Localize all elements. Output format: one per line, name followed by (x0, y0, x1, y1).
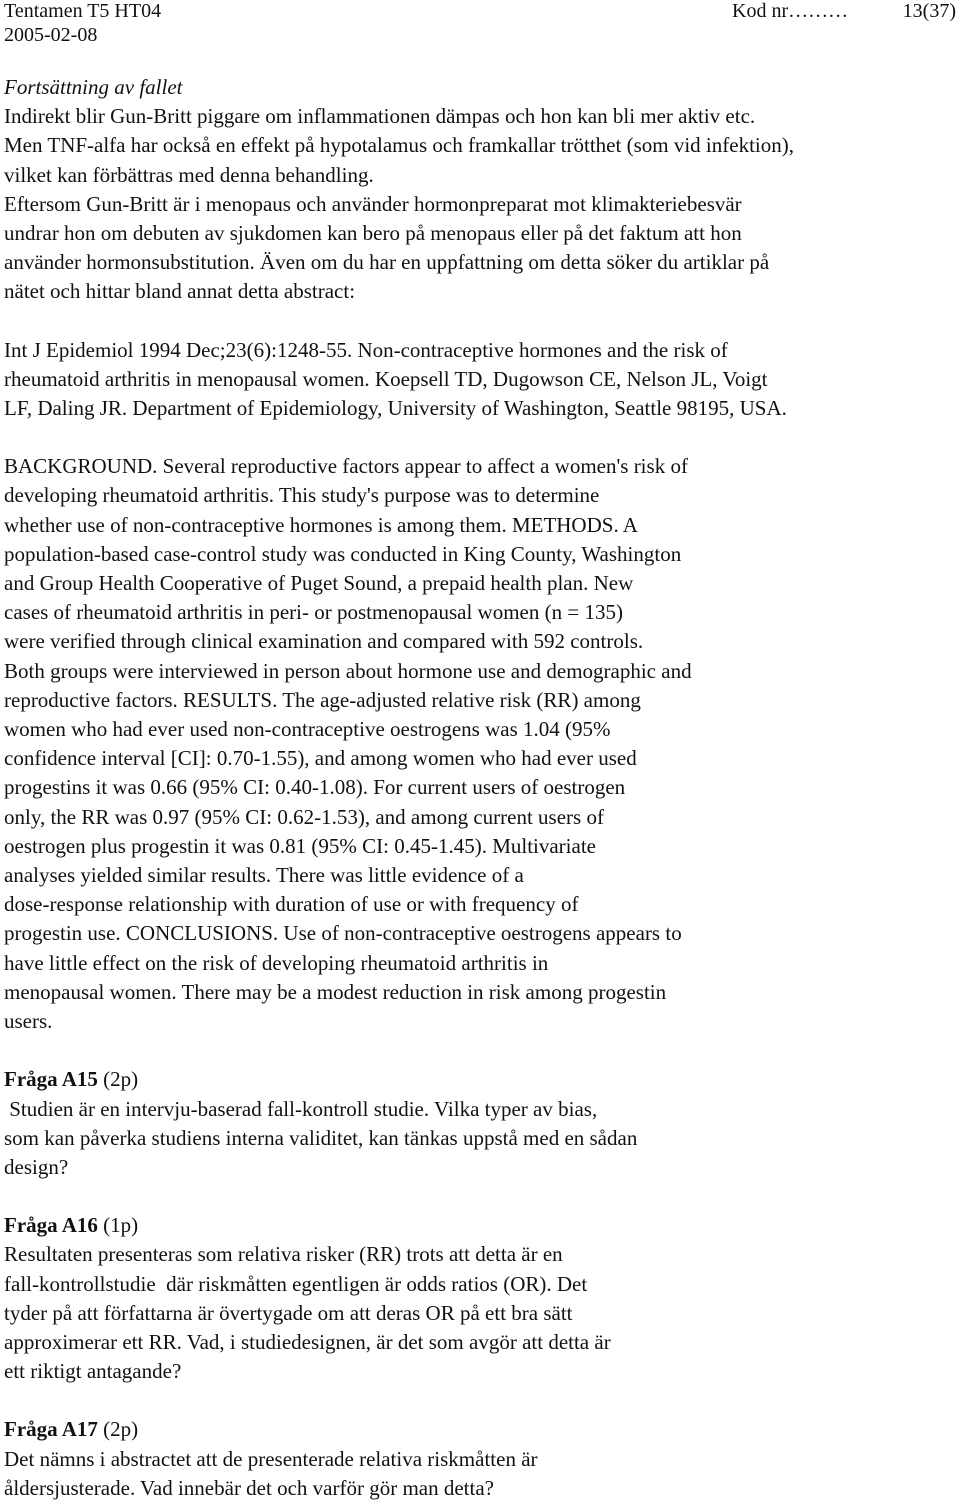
citation-line: Int J Epidemiol 1994 Dec;23(6):1248-55. Non-contraceptive hormones and the risk of (4, 337, 728, 362)
abstract-line: cases of rheumatoid arthritis in peri- or postmenopausal women (n = 135) (4, 600, 623, 625)
question-title: Fråga A17 (4, 1417, 98, 1442)
text-line: nätet och hittar bland annat detta abstract: (4, 279, 356, 304)
text-line: Men TNF-alfa har också en effekt på hypotalamus och framkallar trötthet (som vid infektion), (4, 133, 794, 158)
question-line: som kan påverka studiens interna validitet, kan tänkas uppstå med en sådan (4, 1125, 638, 1150)
citation (4, 336, 956, 424)
exam-date: 2005-02-08 (4, 24, 98, 46)
question-a17 (4, 1415, 956, 1503)
question-a16 (4, 1211, 956, 1386)
question-heading (4, 1065, 956, 1094)
abstract-line: whether use of non-contraceptive hormones is among them. METHODS. A (4, 512, 638, 537)
text-line: Indirekt blir Gun-Britt piggare om inflammationen dämpas och hon kan bli mer aktiv etc. (4, 104, 756, 129)
abstract-line: population-based case-control study was conducted in King County, Washington (4, 541, 682, 566)
abstract-line: menopausal women. There may be a modest reduction in risk among progestin (4, 979, 667, 1004)
abstract-line: progestins it was 0.66 (95% CI: 0.40-1.08). For current users of oestrogen (4, 775, 626, 800)
abstract (4, 452, 956, 1036)
question-a15 (4, 1065, 956, 1182)
question-title: Fråga A16 (4, 1213, 98, 1238)
abstract-line: women who had ever used non-contraceptive oestrogens was 1.04 (95% (4, 717, 611, 742)
text-line: vilket kan förbättras med denna behandling. (4, 162, 374, 187)
question-heading (4, 1211, 956, 1240)
question-points: (2p) (97, 1067, 139, 1092)
abstract-line: oestrogen plus progestin it was 0.81 (95% CI: 0.45-1.45). Multivariate (4, 833, 596, 858)
question-points: (2p) (97, 1417, 139, 1442)
question-line: Resultaten presenteras som relativa risker (RR) trots att detta är en (4, 1242, 563, 1267)
abstract-line: and Group Health Cooperative of Puget Sound, a prepaid health plan. New (4, 571, 634, 596)
section-heading: Fortsättning av fallet (4, 75, 183, 99)
intro-section (4, 73, 956, 307)
page-header (4, 0, 956, 52)
text-line: använder hormonsubstitution. Även om du har en uppfattning om detta söker du artiklar på (4, 250, 770, 275)
question-line: åldersjusterade. Vad innebär det och varför gör man detta? (4, 1475, 494, 1500)
question-line: ett riktigt antagande? (4, 1359, 182, 1384)
question-title: Fråga A15 (4, 1067, 98, 1092)
document-body (4, 73, 956, 1503)
abstract-line: dose-response relationship with duration of use or with frequency of (4, 892, 579, 917)
text-line: undrar hon om debuten av sjukdomen kan bero på menopaus eller på det faktum att hon (4, 221, 742, 246)
question-line: fall-kontrollstudie där riskmåtten egentligen är odds ratios (OR). Det (4, 1271, 588, 1296)
code-number: Kod nr……… (732, 0, 849, 22)
abstract-line: developing rheumatoid arthritis. This study's purpose was to determine (4, 483, 600, 508)
question-line: Det nämns i abstractet att de presenterade relativa riskmåtten är (4, 1446, 538, 1471)
question-line: approximerar ett RR. Vad, i studiedesignen, är det som avgör att detta är (4, 1329, 611, 1354)
abstract-line: Both groups were interviewed in person about hormone use and demographic and (4, 658, 692, 683)
abstract-line: were verified through clinical examination and compared with 592 controls. (4, 629, 644, 654)
abstract-line: confidence interval [CI]: 0.70-1.55), and among women who had ever used (4, 746, 637, 771)
abstract-line: progestin use. CONCLUSIONS. Use of non-contraceptive oestrogens appears to (4, 921, 682, 946)
abstract-line: have little effect on the risk of developing rheumatoid arthritis in (4, 950, 549, 975)
question-line: design? (4, 1154, 69, 1179)
page-number: 13(37) (902, 0, 956, 22)
abstract-line: BACKGROUND. Several reproductive factors appear to affect a women's risk of (4, 454, 688, 479)
citation-line: LF, Daling JR. Department of Epidemiology, University of Washington, Seattle 98195, USA. (4, 396, 787, 421)
abstract-line: reproductive factors. RESULTS. The age-adjusted relative risk (RR) among (4, 687, 641, 712)
abstract-line: users. (4, 1009, 53, 1034)
question-line: tyder på att författarna är övertygade om att deras OR på ett bra sätt (4, 1300, 573, 1325)
text-line: Eftersom Gun-Britt är i menopaus och använder hormonpreparat mot klimakteriebesvär (4, 191, 742, 216)
exam-title: Tentamen T5 HT04 (4, 0, 162, 22)
question-heading (4, 1415, 956, 1444)
question-points: (1p) (97, 1213, 139, 1238)
citation-line: rheumatoid arthritis in menopausal women. Koepsell TD, Dugowson CE, Nelson JL, Voigt (4, 366, 768, 391)
abstract-line: analyses yielded similar results. There was little evidence of a (4, 863, 524, 888)
abstract-line: only, the RR was 0.97 (95% CI: 0.62-1.53), and among current users of (4, 804, 604, 829)
question-line: Studien är en intervju-baserad fall-kontroll studie. Vilka typer av bias, (4, 1096, 598, 1121)
